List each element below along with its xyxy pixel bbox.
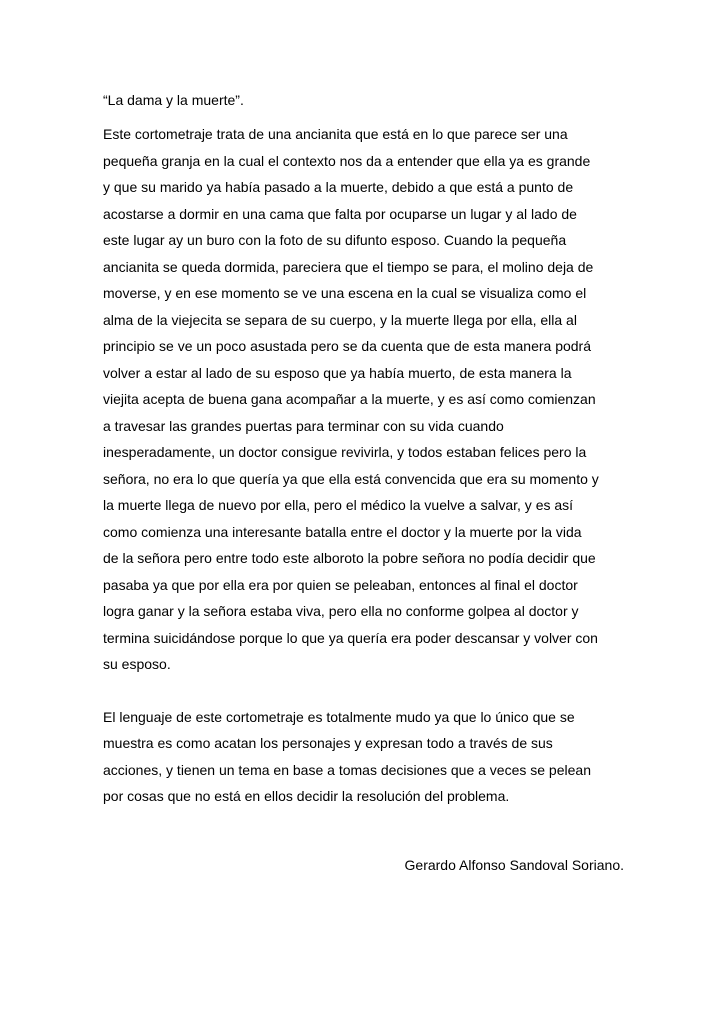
paragraph-line: moverse, y en ese momento se ve una escena en la cual se visualiza como el: [103, 285, 587, 301]
paragraph-line: ancianita se queda dormida, pareciera que el tiempo se para, el molino deja de: [103, 259, 594, 275]
paragraph-line: su esposo.: [103, 656, 171, 672]
paragraph-line: inesperadamente, un doctor consigue revivirla, y todos estaban felices pero la: [103, 444, 587, 460]
paragraph-line: muestra es como acatan los personajes y expresan todo a través de sus: [103, 735, 553, 751]
paragraph-line: Este cortometraje trata de una ancianita que está en lo que parece ser una: [103, 126, 568, 142]
paragraph-line: pequeña granja en la cual el contexto nos da a entender que ella ya es grande: [103, 153, 591, 169]
paragraph-line: la muerte llega de nuevo por ella, pero el médico la vuelve a salvar, y es así: [103, 497, 574, 513]
document-title: “La dama y la muerte”.: [103, 92, 244, 108]
paragraph-line: alma de la viejecita se separa de su cuerpo, y la muerte llega por ella, ella al: [103, 312, 577, 328]
paragraph-line: de la señora pero entre todo este alboroto la pobre señora no podía decidir que: [103, 550, 596, 566]
paragraph-line: a travesar las grandes puertas para terminar con su vida cuando: [103, 418, 504, 434]
paragraph-line: y que su marido ya había pasado a la muerte, debido a que está a punto de: [103, 179, 574, 195]
paragraph-line: termina suicidándose porque lo que ya quería era poder descansar y volver con: [103, 630, 598, 646]
paragraph-line: como comienza una interesante batalla entre el doctor y la muerte por la vida: [103, 524, 582, 540]
paragraph-line: viejita acepta de buena gana acompañar a la muerte, y es así como comienzan: [103, 391, 596, 407]
paragraph-line: acciones, y tienen un tema en base a tomas decisiones que a veces se pelean: [103, 762, 591, 778]
paragraph-line: por cosas que no está en ellos decidir la resolución del problema.: [103, 788, 510, 804]
paragraph-line: señora, no era lo que quería ya que ella está convencida que era su momento y: [103, 471, 599, 487]
author-signature: Gerardo Alfonso Sandoval Soriano.: [404, 857, 624, 873]
paragraph-line: principio se ve un poco asustada pero se da cuenta que de esta manera podrá: [103, 338, 591, 354]
paragraph-line: pasaba ya que por ella era por quien se peleaban, entonces al final el doctor: [103, 577, 578, 593]
paragraph-line: logra ganar y la señora estaba viva, pero ella no conforme golpea al doctor y: [103, 603, 579, 619]
paragraph-line: acostarse a dormir en una cama que falta por ocuparse un lugar y al lado de: [103, 206, 577, 222]
paragraph-line: este lugar ay un buro con la foto de su difunto esposo. Cuando la pequeña: [103, 232, 567, 248]
paragraph-line: El lenguaje de este cortometraje es totalmente mudo ya que lo único que se: [103, 709, 575, 725]
paragraph-line: volver a estar al lado de su esposo que ya había muerto, de esta manera la: [103, 365, 572, 381]
